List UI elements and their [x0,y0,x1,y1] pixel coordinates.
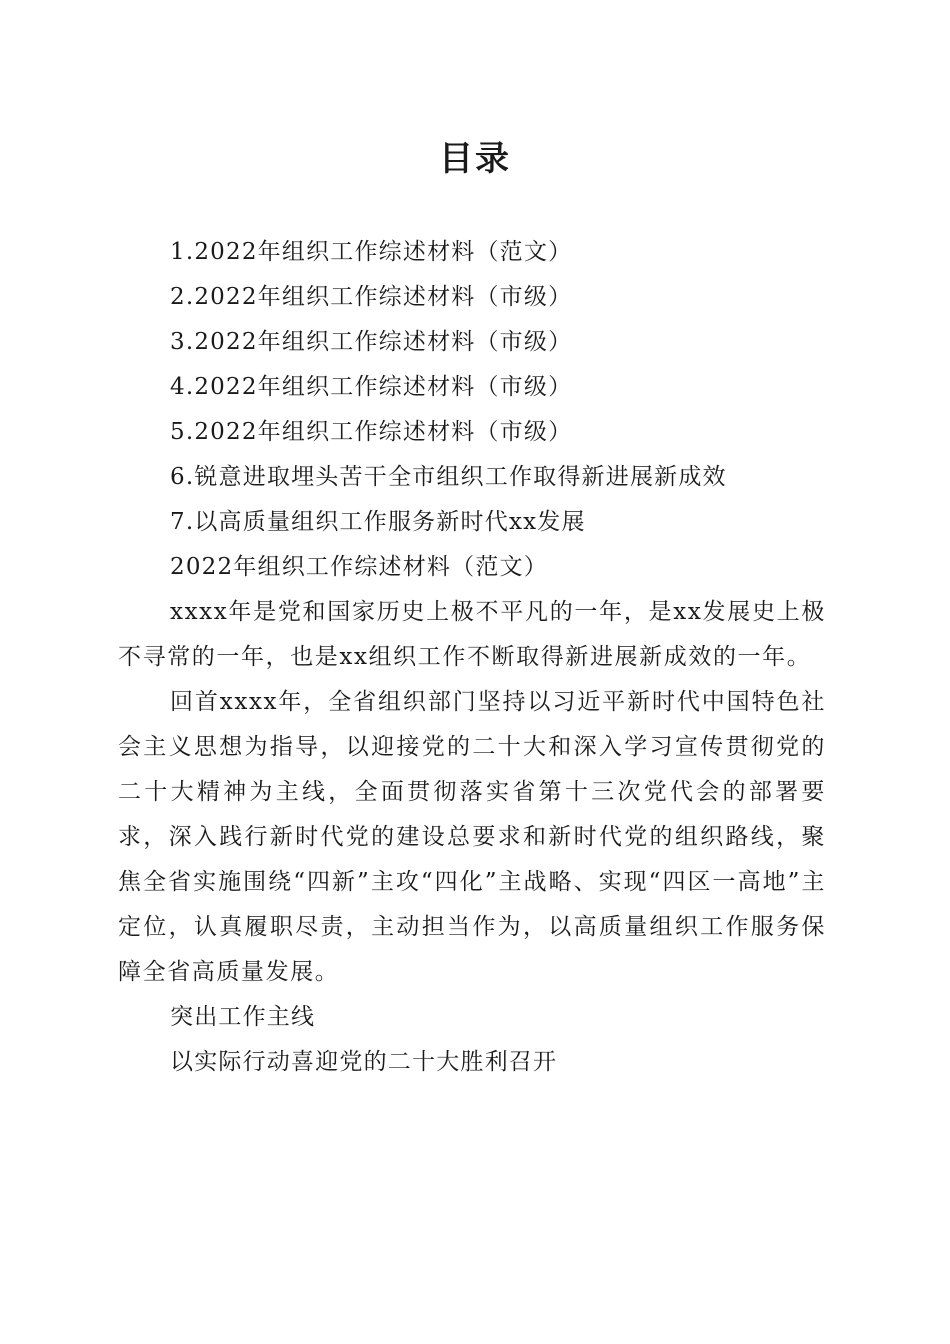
toc-item-3: 3.2022年组织工作综述材料（市级） [170,329,573,355]
article-title: 2022年组织工作综述材料（范文） [170,554,548,580]
toc-item-1: 1.2022年组织工作综述材料（范文） [170,239,573,265]
document-body [118,230,826,1085]
section-heading: 突出工作主线 [170,1004,316,1030]
paragraph-intro: xxxx年是党和国家历史上极不平凡的一年，是xx发展史上极不寻常的一年，也是xx组织工作不断取得新进展新成效的一年。 [118,599,826,670]
toc-item-2: 2.2022年组织工作综述材料（市级） [170,284,573,310]
page-title: 目录 [439,139,511,179]
toc-item-5: 5.2022年组织工作综述材料（市级） [170,419,573,445]
paragraph-review: 回首xxxx年，全省组织部门坚持以习近平新时代中国特色社会主义思想为指导，以迎接党的二十大和深入学习宣传贯彻党的二十大精神为主线，全面贯彻落实省第十三次党代会的部署要求，深入践行新时代党的建设总要求和新时代党的组织路线，聚焦全省实施围绕“四新”主攻“四化”主战略、实现“四区一高地”主定位，认真履职尽责，主动担当作为，以高质量组织工作服务保障全省高质量发展。 [118,689,826,985]
table-of-contents [118,230,826,545]
toc-item-7: 7.以高质量组织工作服务新时代xx发展 [170,509,586,535]
toc-item-4: 4.2022年组织工作综述材料（市级） [170,374,573,400]
toc-item-6: 6.锐意进取埋头苦干全市组织工作取得新进展新成效 [170,464,727,490]
sub-heading: 以实际行动喜迎党的二十大胜利召开 [170,1049,558,1075]
